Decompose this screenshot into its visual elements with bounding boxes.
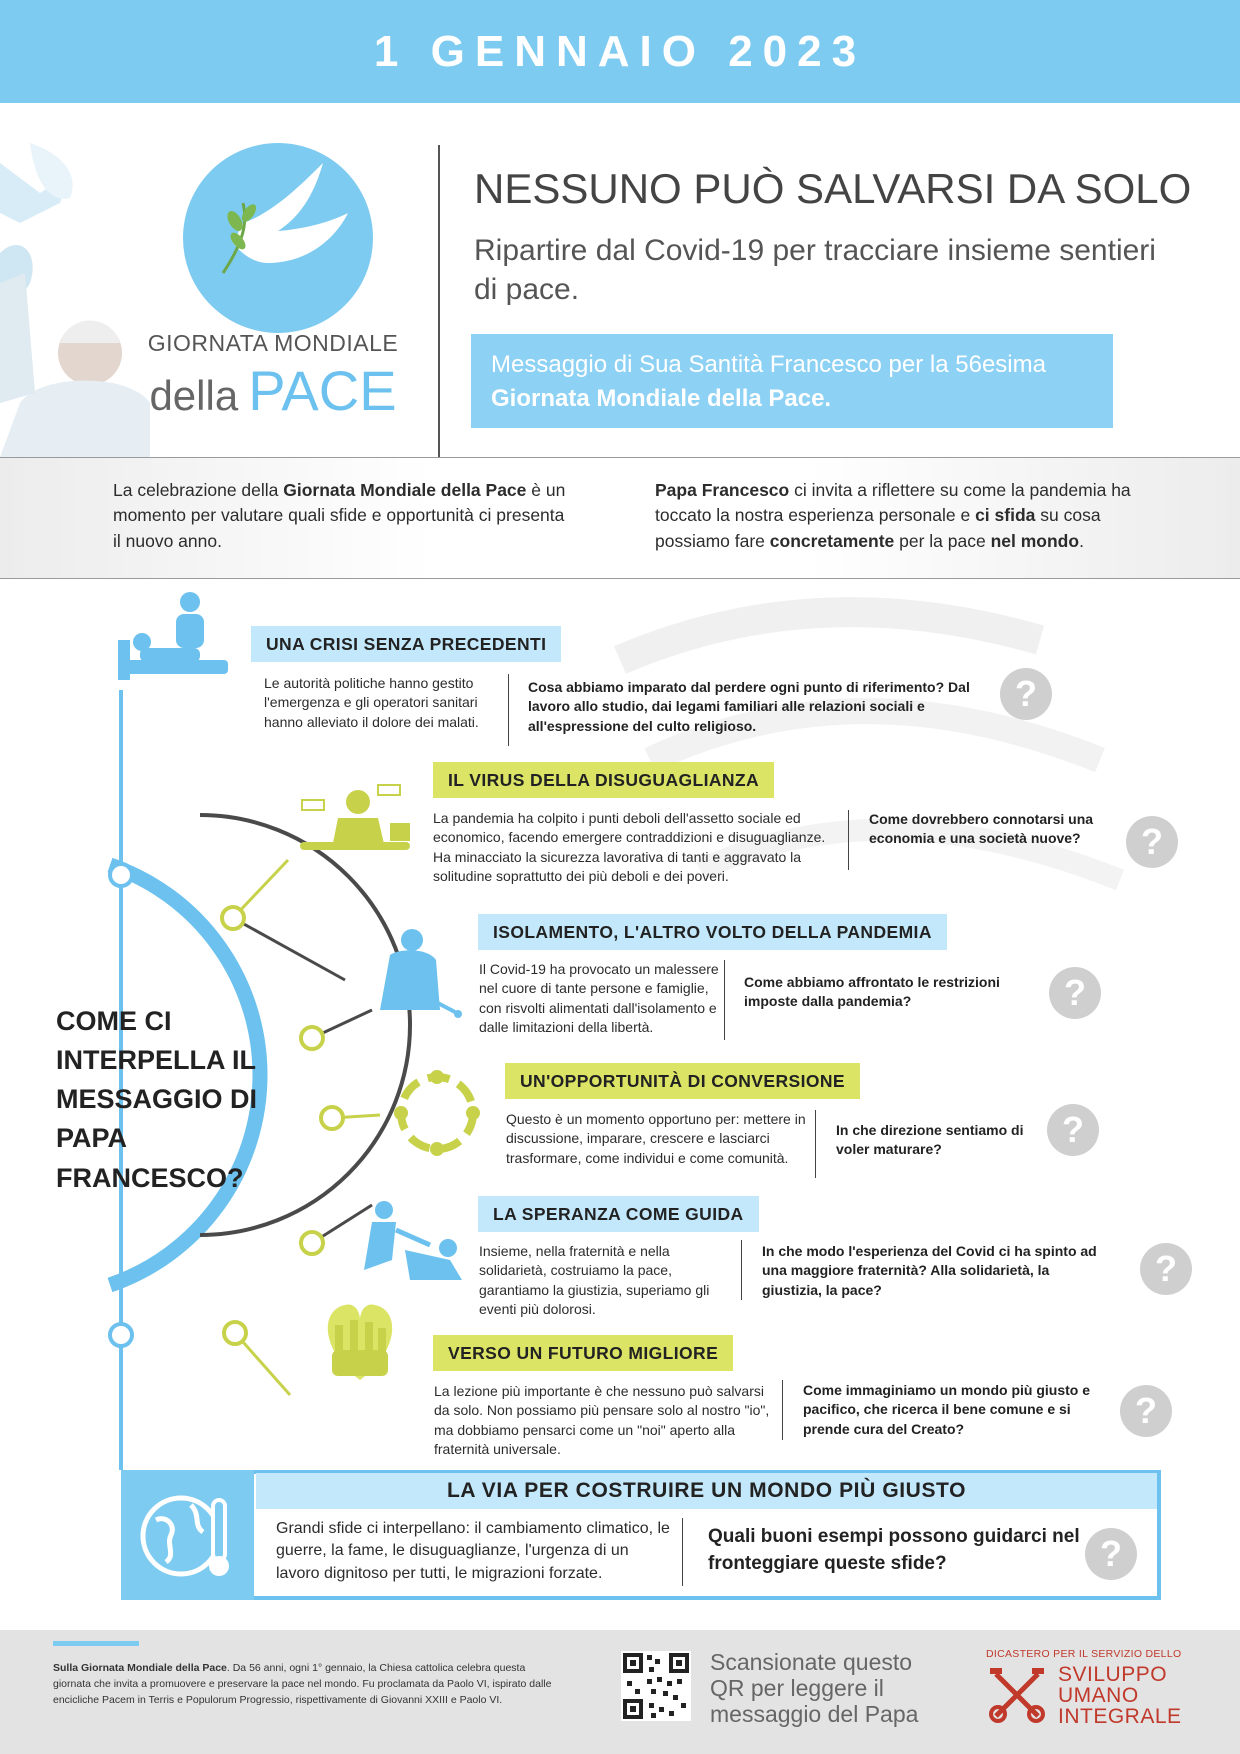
section-3-text: Il Covid-19 ha provocato un malessere nel cuore di tante persone e famiglie, con risvolti alimentati dall'isolamento e dalle limitazioni della libertà.	[479, 961, 719, 1035]
intro-left-bold1: Giornata Mondiale della Pace	[283, 480, 527, 500]
community-circle-icon	[394, 1070, 480, 1156]
header-divider	[438, 145, 440, 457]
dove-logo-icon	[183, 143, 373, 333]
intro-right-text3: per la pace	[894, 530, 991, 551]
section-5-title: LA SPERANZA COME GUIDA	[478, 1196, 759, 1232]
dicastery-label: DICASTERO PER IL SERVIZIO DELLO	[986, 1648, 1182, 1660]
section-1-text: Le autorità politiche hanno gestito l'emergenza e gli operatori sanitari hanno alleviato il dolore dei malati.	[264, 675, 479, 730]
final-divider	[682, 1518, 683, 1586]
crossed-keys-icon	[986, 1664, 1048, 1726]
header	[0, 103, 1240, 457]
intro-right-text1: ci invita a riflettere su come la pandemia ha toccato la nostra esperienza personale e	[655, 480, 1131, 526]
footer-note-bold: Sulla Giornata Mondiale della Pace	[53, 1662, 227, 1674]
central-question: COME CI INTERPELLA IL MESSAGGIO DI PAPA FRANCESCO?	[56, 1006, 258, 1193]
section-4-title: UN'OPPORTUNITÀ DI CONVERSIONE	[505, 1063, 860, 1099]
question-mark-icon: ?	[1000, 668, 1052, 720]
question-mark-icon: ?	[1126, 816, 1178, 868]
qr-code-icon[interactable]	[621, 1651, 691, 1721]
logo-title-line2	[138, 358, 408, 423]
message-line1: Messaggio di Sua Santità Francesco per la 56esima	[491, 351, 1046, 378]
final-text: Grandi sfide ci interpellano: il cambiamento climatico, le guerre, la fame, le disuguaglianze, l'urgenza di un lavoro dignitoso per tutti, le migrazioni forzate.	[276, 1520, 670, 1582]
footer-note-text: . Da 56 anni, ogni 1° gennaio, la Chiesa cattolica celebra questa giornata che invita a promuovere e preservare la pace nel mondo. Fu proclamata da Paolo VI, ispirato dalle encicliche Pacem in Terris e Populorum Progressio, rispettivamente di Giovanni XXIII e Paolo VI.	[53, 1662, 552, 1706]
section-1-divider	[508, 674, 509, 746]
section-1-title: UNA CRISI SENZA PRECEDENTI	[251, 626, 561, 662]
section-2-divider	[848, 810, 849, 870]
intro-band	[0, 457, 1240, 579]
footer-note	[53, 1661, 563, 1708]
section-5-text: Insieme, nella fraternità e nella solidarietà, costruiamo la pace, garantiamo la giustizia, superiamo gli eventi più dolorosi.	[479, 1243, 710, 1317]
section-6-question: Come immaginiamo un mondo più giusto e pacifico, che ricerca il bene comune e si prende cura del Creato?	[803, 1382, 1091, 1437]
subtitle: Ripartire dal Covid-19 per tracciare insieme sentieri di pace.	[474, 234, 1156, 306]
section-2-text: La pandemia ha colpito i punti deboli dell'assetto sociale ed economico, facendo emergere contraddizioni e disuguaglianze. Ha minacciato la sicurezza lavorativa di tanti e aggravato la solitudine soprattutto dei più deboli e dei poveri.	[433, 810, 826, 884]
intro-left-text2: è un momento per valutare quali sfide e opportunità ci presenta il nuovo anno.	[113, 480, 566, 551]
question-mark-icon: ?	[1120, 1385, 1172, 1437]
intro-right-bold3: concretamente	[769, 530, 895, 551]
logo-pace: PACE	[248, 359, 397, 422]
dicastery-line3: INTEGRALE	[1058, 1705, 1182, 1728]
message-line2: Giornata Mondiale della Pace.	[491, 384, 832, 412]
dicastery-name	[1058, 1664, 1182, 1727]
section-2-question: Come dovrebbero connotarsi una economia e una società nuove?	[869, 811, 1094, 847]
section-4-divider	[815, 1110, 816, 1178]
message-box	[471, 334, 1113, 428]
section-4-text: Questo è un momento opportuno per: mettere in discussione, imparare, crescere e lasciarci trasformare, come individui e come comunità.	[506, 1111, 806, 1166]
intro-right-bold1: Papa Francesco	[655, 480, 790, 500]
intro-right-bold4: nel mondo	[990, 530, 1080, 551]
raised-hands-heart-icon	[328, 1304, 392, 1380]
section-6-title: VERSO UN FUTURO MIGLIORE	[433, 1335, 733, 1371]
intro-right-text4: .	[1079, 530, 1084, 551]
globe-thermometer-icon	[121, 1470, 254, 1600]
section-5-question: In che modo l'esperienza del Covid ci ha spinto ad una maggiore fraternità? Alla solidarietà, la giustizia, la pace?	[762, 1243, 1097, 1298]
date-text: 1 GENNAIO 2023	[373, 26, 867, 76]
date-banner	[0, 0, 1240, 103]
homeless-person-icon	[300, 785, 410, 850]
footer-accent-bar	[53, 1641, 139, 1646]
intro-left	[113, 478, 573, 554]
intro-right-bold2: ci sfida	[975, 505, 1036, 526]
section-1-question: Cosa abbiamo imparato dal perdere ogni punto di riferimento? Dal lavoro allo studio, dai legami familiari alle relazioni sociali e all'espressione del culto religioso.	[528, 679, 970, 734]
section-6-text: La lezione più importante è che nessuno può salvarsi da solo. Non possiamo più pensare solo al nostro "io", ma dobbiamo pensarci come un "noi" aperto alla fraternità universale.	[434, 1383, 770, 1457]
final-question: Quali buoni esempi possono guidarci nel fronteggiare queste sfide?	[708, 1526, 1080, 1574]
scan-instruction: Scansionate questo QR per leggere il messaggio del Papa	[710, 1649, 919, 1727]
question-mark-icon: ?	[1140, 1243, 1192, 1295]
hospital-bed-icon	[118, 592, 228, 680]
helping-hand-icon	[364, 1201, 462, 1280]
section-3-question: Come abbiamo affrontato le restrizioni imposte dalla pandemia?	[744, 974, 1000, 1010]
final-title: LA VIA PER COSTRUIRE UN MONDO PIÙ GIUSTO	[256, 1473, 1157, 1509]
question-mark-icon: ?	[1085, 1528, 1137, 1580]
section-4-question: In che direzione sentiamo di voler maturare?	[836, 1122, 1024, 1158]
section-3-divider	[724, 960, 725, 1040]
intro-right	[655, 478, 1175, 554]
question-mark-icon: ?	[1047, 1104, 1099, 1156]
dicastery-line2: UMANO	[1058, 1684, 1139, 1707]
logo-della: della	[149, 372, 239, 419]
intro-left-text1: La celebrazione della	[113, 480, 284, 500]
section-5-divider	[741, 1240, 742, 1300]
section-6-divider	[782, 1380, 783, 1440]
question-mark-icon: ?	[1049, 967, 1101, 1019]
logo-title-line1: GIORNATA MONDIALE	[147, 330, 399, 356]
intro-right-text2: su cosa possiamo fare	[655, 505, 1101, 551]
pope-dove-photo	[0, 103, 150, 457]
section-2-title: IL VIRUS DELLA DISUGUAGLIANZA	[433, 762, 774, 798]
section-3-title: ISOLAMENTO, L'ALTRO VOLTO DELLA PANDEMIA	[478, 914, 947, 950]
main-title: NESSUNO PUÒ SALVARSI DA SOLO	[474, 165, 1192, 212]
dicastery-line1: SVILUPPO	[1058, 1663, 1168, 1686]
